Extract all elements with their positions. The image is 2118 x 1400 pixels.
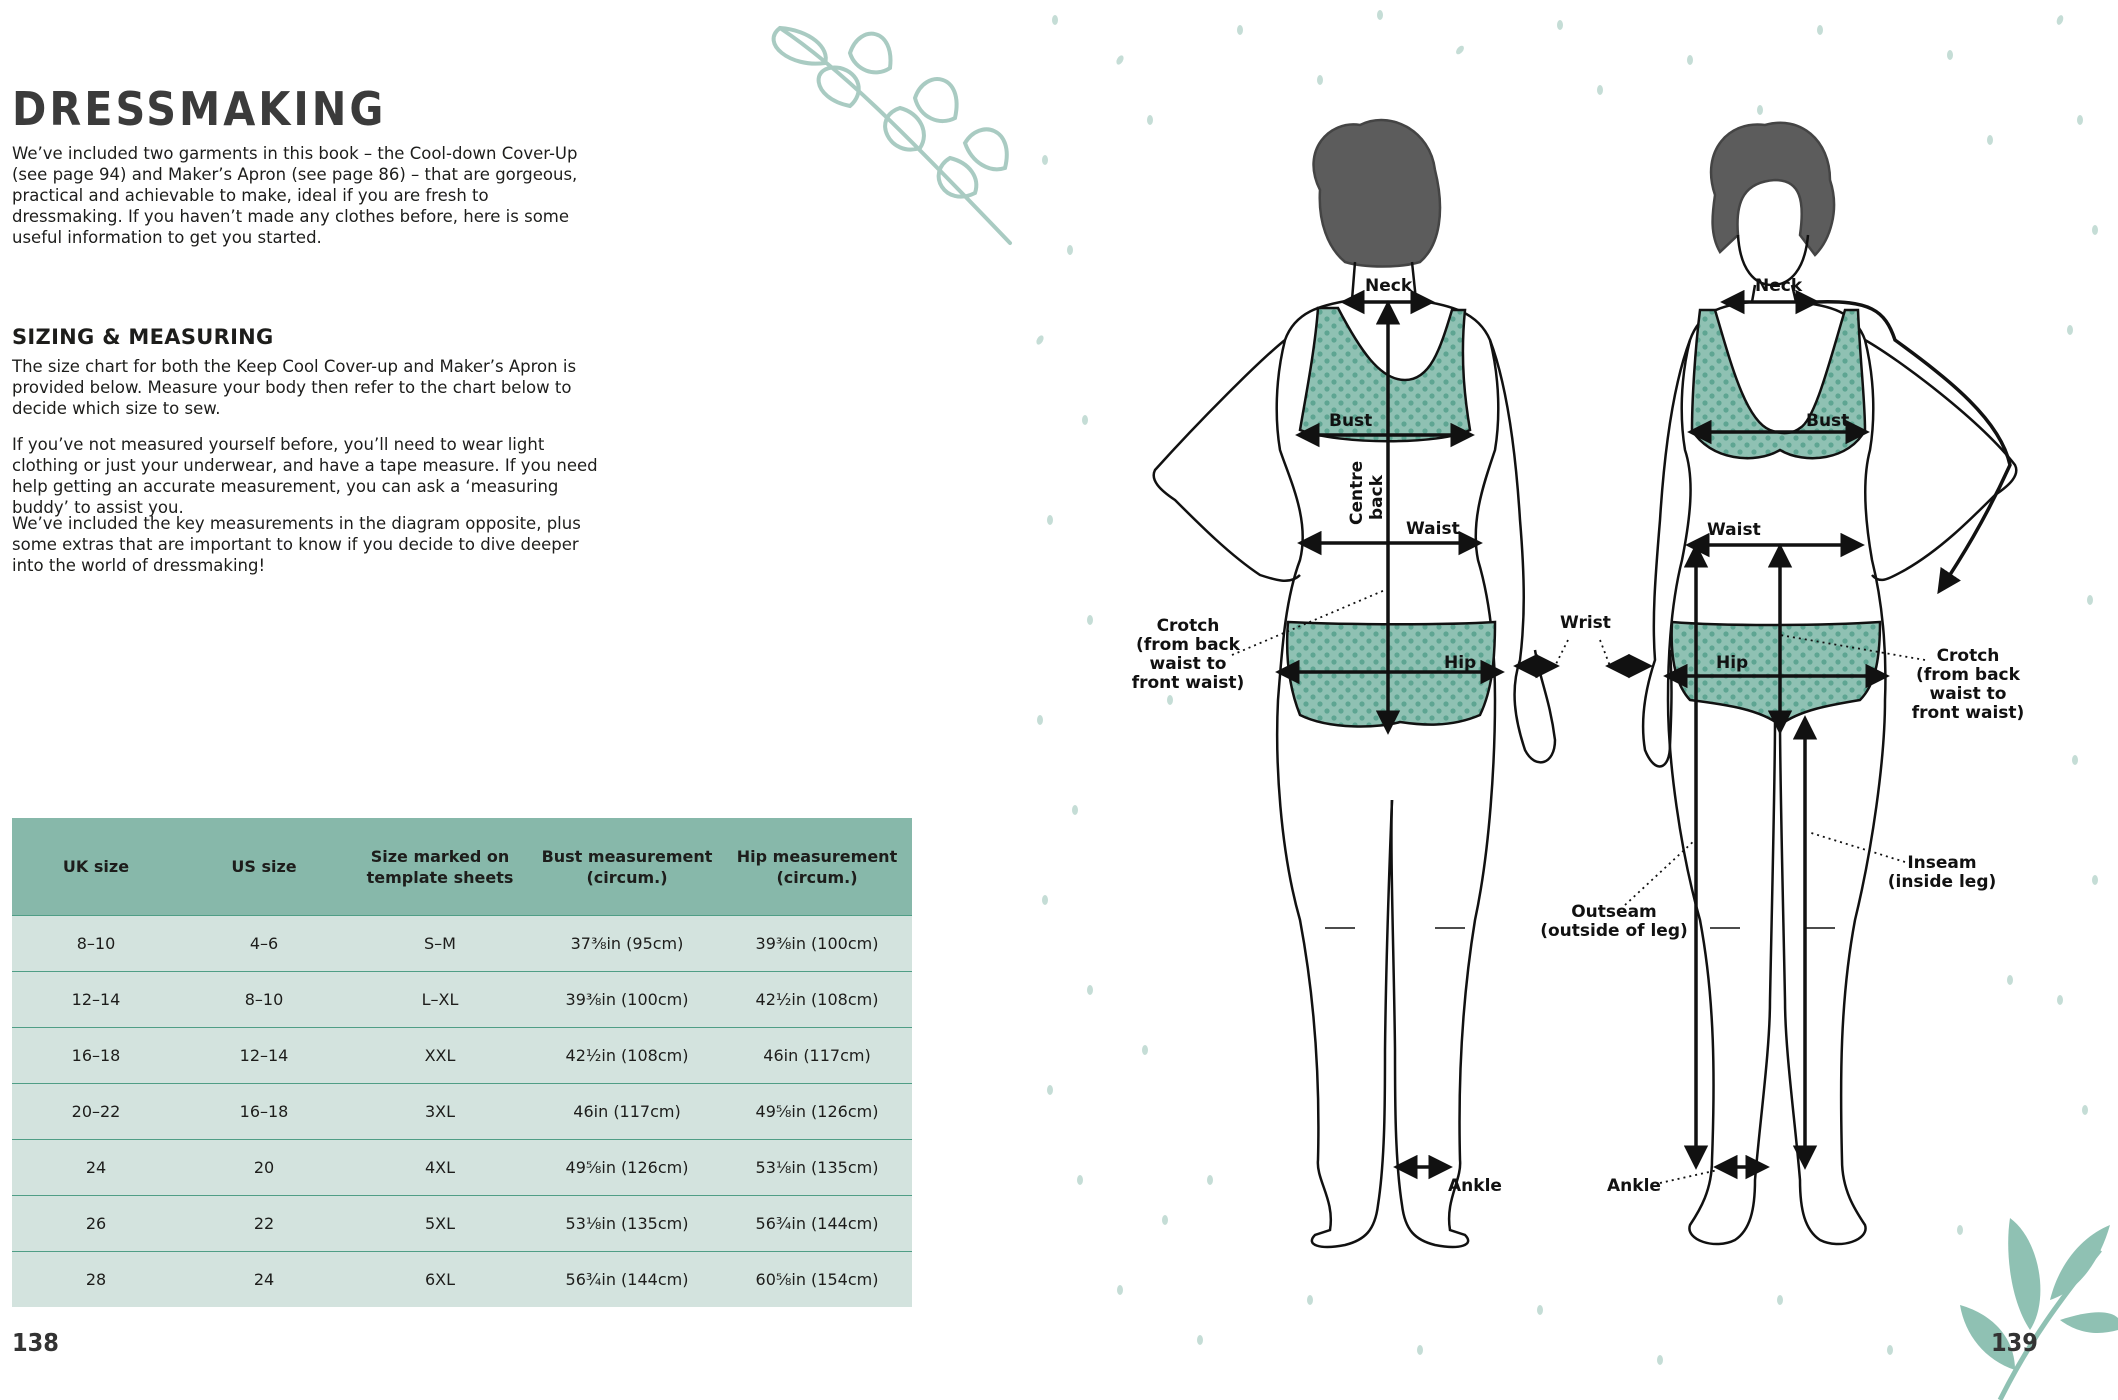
crotch-back-label: front waist) [1131, 673, 1245, 693]
cell-uk-size: 26 [12, 1196, 180, 1252]
crotch-back-label: Crotch [1156, 616, 1220, 636]
body-measurement-diagram [1010, 0, 2118, 1400]
cell-uk-size: 16–18 [12, 1028, 180, 1084]
back-neck-label: Neck [1365, 276, 1413, 296]
cell-hip: 39⅜in (100cm) [722, 916, 912, 972]
cell-hip: 46in (117cm) [722, 1028, 912, 1084]
cell-template-size: XXL [348, 1028, 532, 1084]
cell-bust: 56¾in (144cm) [532, 1252, 722, 1308]
crotch-back-label: waist to [1149, 654, 1227, 674]
header-us-size: US size [180, 818, 348, 916]
size-chart-table [12, 818, 912, 1307]
table-row [12, 972, 912, 1028]
cell-uk-size: 28 [12, 1252, 180, 1308]
centre-back-label: back [1367, 474, 1387, 520]
cell-uk-size: 24 [12, 1140, 180, 1196]
front-ankle-label: Ankle [1607, 1176, 1661, 1196]
front-hip-label: Hip [1716, 653, 1749, 673]
crotch-front-label: Crotch [1936, 646, 2000, 666]
cell-hip: 49⅝in (126cm) [722, 1084, 912, 1140]
table-row [12, 1252, 912, 1308]
cell-hip: 60⅝in (154cm) [722, 1252, 912, 1308]
cell-bust: 49⅝in (126cm) [532, 1140, 722, 1196]
cell-template-size: 5XL [348, 1196, 532, 1252]
cell-hip: 53⅛in (135cm) [722, 1140, 912, 1196]
table-row [12, 1084, 912, 1140]
front-waist-label: Waist [1707, 520, 1761, 540]
cell-template-size: 3XL [348, 1084, 532, 1140]
outseam-label: (outside of leg) [1540, 921, 1688, 941]
cell-us-size: 22 [180, 1196, 348, 1252]
page-number-right: 139 [1991, 1328, 2038, 1357]
cell-uk-size: 20–22 [12, 1084, 180, 1140]
section-heading: SIZING & MEASURING [12, 325, 274, 349]
cell-us-size: 24 [180, 1252, 348, 1308]
header-hip: Hip measurement (circum.) [722, 818, 912, 916]
table-header-row [12, 818, 912, 916]
cell-us-size: 4–6 [180, 916, 348, 972]
intro-paragraph: We’ve included two garments in this book – the Cool-down Cover-Up (see page 94) and Maker’s Apron (see page 86) – that are gorgeous, practical and achievable to make, ideal if you are fresh to dressmaking. If you haven’t made any clothes before, here is some useful information to get you started. [12, 144, 578, 247]
cell-template-size: L–XL [348, 972, 532, 1028]
back-bust-label: Bust [1329, 411, 1373, 431]
cell-uk-size: 12–14 [12, 972, 180, 1028]
cell-bust: 39⅜in (100cm) [532, 972, 722, 1028]
cell-us-size: 20 [180, 1140, 348, 1196]
back-waist-label: Waist [1406, 519, 1460, 539]
cell-bust: 42½in (108cm) [532, 1028, 722, 1084]
cell-template-size: 4XL [348, 1140, 532, 1196]
body-paragraph: The size chart for both the Keep Cool Cover-up and Maker’s Apron is provided below. Measure your body then refer to the chart below to decide which size to sew. [12, 357, 577, 418]
header-template-size: Size marked on template sheets [348, 818, 532, 916]
back-hip-label: Hip [1444, 653, 1477, 673]
outseam-label: Outseam [1571, 902, 1657, 922]
leaf-sprig-icon [750, 8, 1030, 248]
cell-bust: 46in (117cm) [532, 1084, 722, 1140]
crotch-front-label: front waist) [1911, 703, 2025, 723]
back-ankle-label: Ankle [1448, 1176, 1502, 1196]
cell-us-size: 16–18 [180, 1084, 348, 1140]
page-title: DRESSMAKING [12, 82, 387, 136]
body-paragraph: If you’ve not measured yourself before, you’ll need to wear light clothing or just your underwear, and have a tape measure. If you need help getting an accurate measurement, you can ask a ‘measuring buddy’ to assist you. [12, 435, 598, 517]
inseam-label: Inseam [1907, 853, 1977, 873]
front-bust-label: Bust [1806, 411, 1850, 431]
leaf-sprig-corner-icon [1960, 1218, 2118, 1400]
crotch-front-label: waist to [1929, 684, 2007, 704]
diagram-labels [1132, 276, 2025, 1196]
front-neck-label: Neck [1755, 276, 1803, 296]
page-number-left: 138 [12, 1328, 59, 1357]
table-row [12, 916, 912, 972]
cell-template-size: 6XL [348, 1252, 532, 1308]
cell-bust: 53⅛in (135cm) [532, 1196, 722, 1252]
cell-bust: 37⅜in (95cm) [532, 916, 722, 972]
table-row [12, 1140, 912, 1196]
header-bust: Bust measurement (circum.) [532, 818, 722, 916]
table-row [12, 1196, 912, 1252]
centre-back-label: Centre [1347, 460, 1367, 525]
cell-us-size: 8–10 [180, 972, 348, 1028]
cell-hip: 42½in (108cm) [722, 972, 912, 1028]
table-row [12, 1028, 912, 1084]
crotch-back-label: (from back [1136, 635, 1240, 655]
cell-hip: 56¾in (144cm) [722, 1196, 912, 1252]
wrist-label: Wrist [1560, 613, 1611, 633]
inseam-label: (inside leg) [1887, 872, 1997, 892]
body-paragraph: We’ve included the key measurements in the diagram opposite, plus some extras that are important to know if you decide to dive deeper into the world of dressmaking! [12, 514, 581, 575]
crotch-front-label: (from back [1916, 665, 2020, 685]
cell-template-size: S–M [348, 916, 532, 972]
cell-us-size: 12–14 [180, 1028, 348, 1084]
cell-uk-size: 8–10 [12, 916, 180, 972]
header-uk-size: UK size [12, 818, 180, 916]
